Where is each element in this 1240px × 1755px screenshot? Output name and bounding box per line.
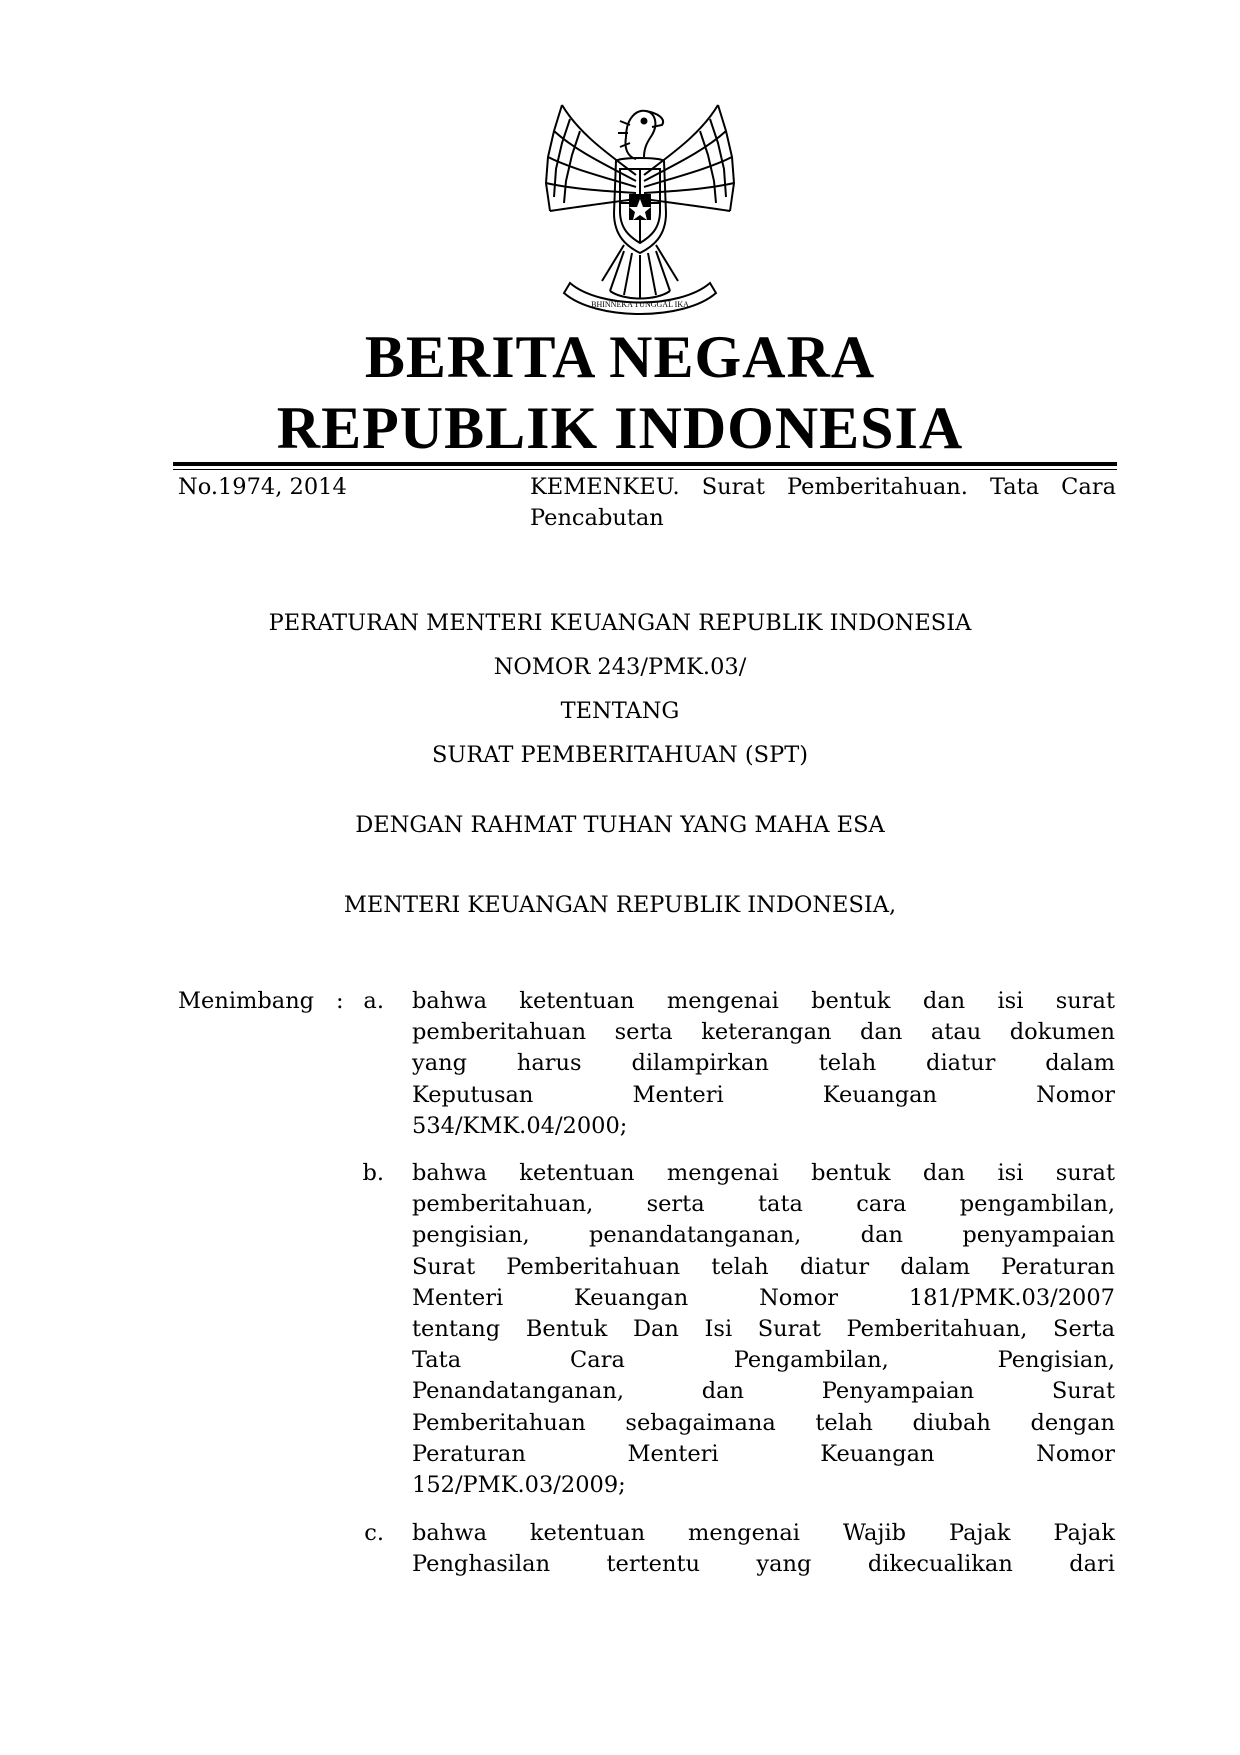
text-line: pengisian, penandatanganan, dan penyampaian [412, 1222, 1115, 1249]
considering-colon: : [336, 988, 344, 1014]
regulation-about: TENTANG [560, 698, 680, 724]
header-rule-thick [173, 462, 1117, 466]
item-letter: c. [364, 1520, 384, 1546]
item-letter: a. [363, 988, 384, 1014]
text-line: pemberitahuan serta keterangan dan atau dokumen [412, 1019, 1115, 1046]
text-line: 152/PMK.03/2009; [412, 1472, 626, 1499]
text-line: tentang Bentuk Dan Isi Surat Pemberitahuan, Serta [412, 1316, 1115, 1343]
minister-heading: MENTERI KEUANGAN REPUBLIK INDONESIA, [343, 892, 897, 918]
text-line: pemberitahuan, serta tata cara pengambilan, [412, 1191, 1115, 1218]
considering-item-b [412, 1158, 1115, 1501]
header-rule-thin [173, 469, 1117, 470]
text-line: bahwa ketentuan mengenai Wajib Pajak Pajak [412, 1520, 1115, 1546]
publication-subject: KEMENKEU. Surat Pemberitahuan. Tata Cara Pencabutan [530, 474, 1116, 531]
regulation-title: PERATURAN MENTERI KEUANGAN REPUBLIK INDONESIA [268, 610, 972, 636]
text-line: yang harus dilampirkan telah diatur dalam [412, 1050, 1115, 1077]
text-line: Peraturan Menteri Keuangan Nomor [412, 1440, 1115, 1467]
regulation-number: NOMOR 243/PMK.03/ [493, 654, 747, 680]
publication-title-line2: REPUBLIK INDONESIA [276, 395, 964, 461]
emblem-motto: BHINNEKA TUNGGAL IKA [591, 300, 689, 309]
text-line: Penghasilan tertentu yang dikecualikan dari [412, 1551, 1115, 1578]
text-line: 534/KMK.04/2000; [412, 1112, 628, 1139]
considering-item-a [412, 986, 1115, 1142]
text-line: Tata Cara Pengambilan, Pengisian, [412, 1347, 1115, 1374]
publication-title-line1: BERITA NEGARA [364, 324, 876, 390]
invocation: DENGAN RAHMAT TUHAN YANG MAHA ESA [355, 812, 885, 838]
garuda-emblem [540, 95, 740, 317]
considering-item-c [412, 1518, 1115, 1580]
text-line: Menteri Keuangan Nomor 181/PMK.03/2007 [412, 1284, 1115, 1311]
text-line: Penandatanganan, dan Penyampaian Surat [412, 1378, 1115, 1405]
text-line: bahwa ketentuan mengenai bentuk dan isi surat [412, 988, 1115, 1014]
text-line: bahwa ketentuan mengenai bentuk dan isi surat [412, 1160, 1115, 1186]
considering-label: Menimbang [178, 988, 315, 1014]
item-letter: b. [362, 1160, 384, 1186]
text-line: Surat Pemberitahuan telah diatur dalam Peraturan [412, 1253, 1115, 1280]
text-line: Pemberitahuan sebagaimana telah diubah dengan [412, 1409, 1115, 1436]
regulation-subject: SURAT PEMBERITAHUAN (SPT) [431, 742, 808, 768]
publication-number: No.1974, 2014 [178, 474, 347, 500]
text-line: Keputusan Menteri Keuangan Nomor [412, 1081, 1115, 1108]
